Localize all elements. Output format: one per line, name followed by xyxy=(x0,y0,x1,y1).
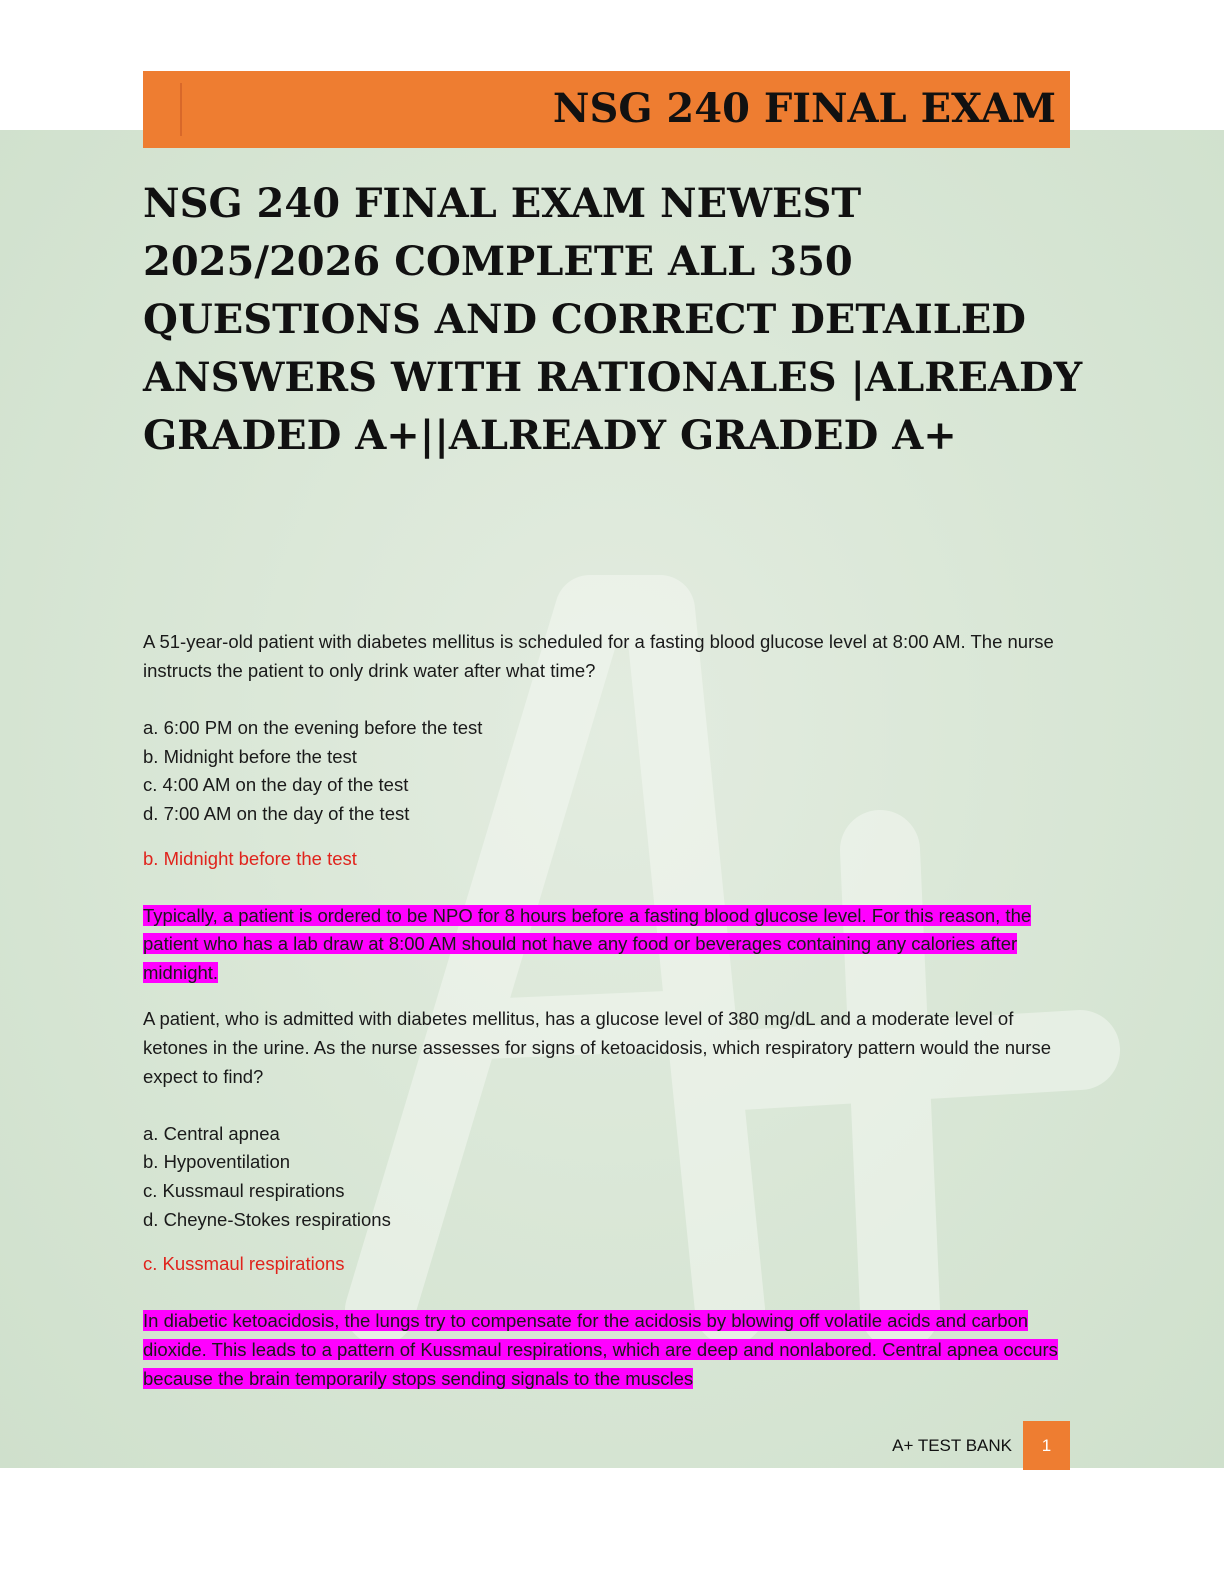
option-item: a. 6:00 PM on the evening before the test xyxy=(143,717,483,738)
header-divider xyxy=(180,83,182,136)
correct-answer: c. Kussmaul respirations xyxy=(143,1253,345,1275)
rationale-text: Typically, a patient is ordered to be NPO for 8 hours before a fasting blood glucose level. For this reason, the patient who has a lab draw at 8:00 AM should not have any food or beverages containing any calories after midnight. xyxy=(143,904,1032,983)
question-list xyxy=(143,627,1078,1393)
option-item: a. Central apnea xyxy=(143,1122,280,1144)
option-list xyxy=(143,1120,1078,1235)
option-item: d. 7:00 AM on the day of the test xyxy=(143,803,410,825)
correct-answer: b. Midnight before the test xyxy=(143,847,357,869)
option-item: b. Midnight before the test xyxy=(143,745,357,767)
header-bar xyxy=(143,71,1070,148)
option-item: c. Kussmaul respirations xyxy=(143,1180,345,1201)
question-stem: A patient, who is admitted with diabetes mellitus, has a glucose level of 380 mg/dL and a moderate level of ketones in the urine. As the nurse assesses for signs of ketoacidosis, which respiratory pattern would the nurse expect to find? xyxy=(143,1007,1052,1087)
option-item: c. 4:00 AM on the day of the test xyxy=(143,774,409,796)
question-2 xyxy=(143,1004,1078,1394)
page-number: 1 xyxy=(1023,1421,1070,1470)
rationale xyxy=(143,1307,1078,1393)
option-item: d. Cheyne-Stokes respirations xyxy=(143,1208,391,1230)
question-1 xyxy=(143,627,1078,988)
question-stem: A 51-year-old patient with diabetes mellitus is scheduled for a fasting blood glucose level at 8:00 AM. The nurse instructs the patient to only drink water after what time? xyxy=(143,631,1054,681)
option-item: b. Hypoventilation xyxy=(143,1151,291,1173)
rationale-text: In diabetic ketoacidosis, the lungs try to compensate for the acidosis by blowing off volatile acids and carbon dioxide. This leads to a pattern of Kussmaul respirations, which are deep and nonlabored. Central apnea occurs because the brain temporarily stops sending signals to the muscles xyxy=(143,1310,1058,1389)
document-title: NSG 240 FINAL EXAM NEWEST 2025/2026 COMPLETE ALL 350 QUESTIONS AND CORRECT DETAILED ANSWERS WITH RATIONALES |ALREADY GRADED A+||ALREADY GRADED A+ xyxy=(143,180,1083,459)
footer-label: A+ TEST BANK xyxy=(892,1436,1012,1455)
header-title: NSG 240 FINAL EXAM xyxy=(552,85,1056,132)
option-list xyxy=(143,714,1078,829)
rationale xyxy=(143,902,1078,988)
